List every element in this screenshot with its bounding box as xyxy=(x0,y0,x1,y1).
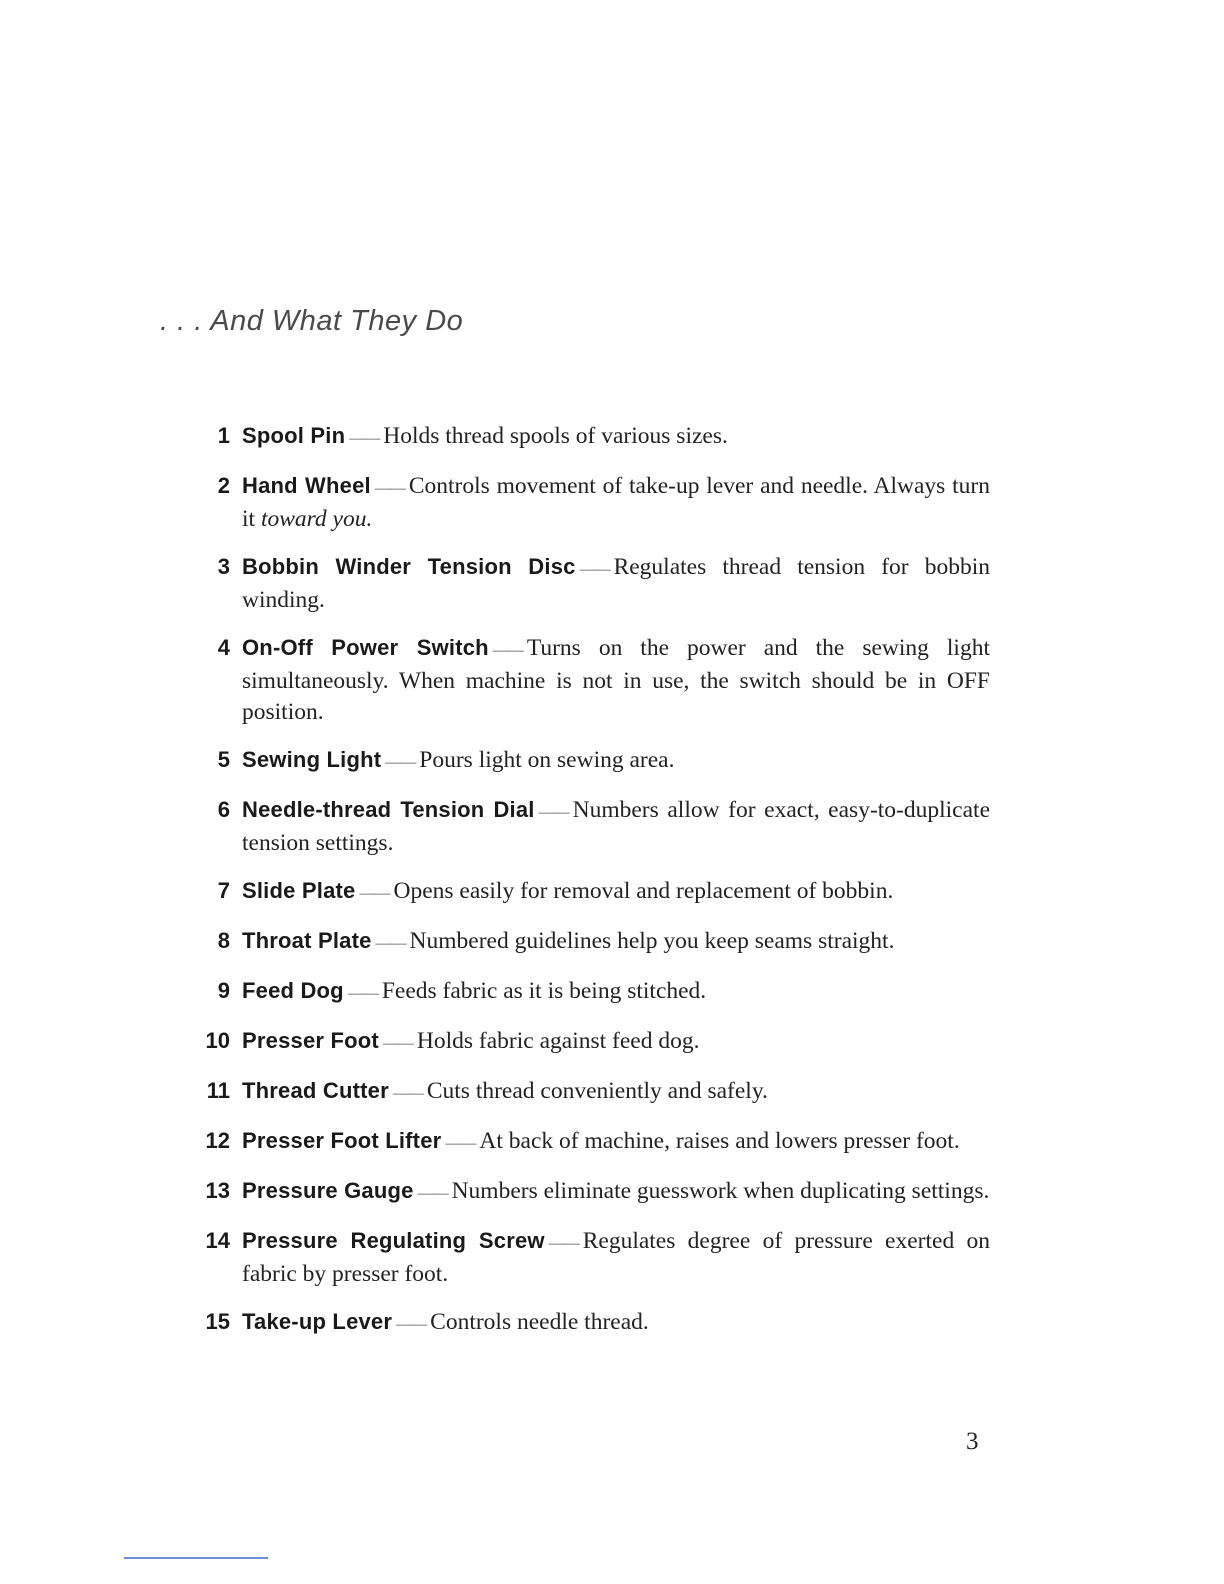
item-description: Turns on the power and the sewing light simultaneously. When machine is not in use, the switch should be in OFF position. xyxy=(242,635,990,725)
list-item xyxy=(200,551,990,616)
item-term: Needle-thread Tension Dial xyxy=(242,797,535,822)
item-separator: —— xyxy=(492,642,523,659)
item-term: Slide Plate xyxy=(242,878,356,903)
item-number: 10 xyxy=(205,1028,230,1053)
list-item xyxy=(200,1225,990,1290)
page-number: 3 xyxy=(966,1428,979,1455)
item-number: 2 xyxy=(217,473,230,498)
item-description: Holds fabric against feed dog. xyxy=(416,1028,700,1054)
item-number: 3 xyxy=(217,554,230,579)
item-description: Numbers allow for exact, easy-to-duplicate tension settings. xyxy=(242,797,991,856)
item-separator: —— xyxy=(579,561,610,578)
item-term: Presser Foot xyxy=(242,1028,379,1053)
list-item xyxy=(200,1025,990,1059)
item-description: Pours light on sewing area. xyxy=(419,747,675,773)
item-term: On-Off Power Switch xyxy=(242,635,489,660)
item-term: Throat Plate xyxy=(242,928,372,953)
item-description: Feeds fabric as it is being stitched. xyxy=(381,978,707,1004)
item-separator: —— xyxy=(385,754,416,771)
item-separator: —— xyxy=(417,1185,448,1202)
item-description: Opens easily for removal and replacement of bobbin. xyxy=(393,878,894,904)
item-separator: —— xyxy=(359,885,390,902)
list-item xyxy=(200,744,990,778)
item-number: 12 xyxy=(205,1128,230,1153)
item-term: Presser Foot Lifter xyxy=(242,1128,442,1153)
item-number: 8 xyxy=(217,928,230,953)
item-description: Cuts thread conveniently and safely. xyxy=(426,1078,768,1104)
list-item xyxy=(200,925,990,959)
item-separator: —— xyxy=(396,1316,427,1333)
item-number: 14 xyxy=(205,1228,230,1253)
list-item xyxy=(200,794,990,859)
item-description: Controls needle thread. xyxy=(430,1309,649,1335)
item-term: Hand Wheel xyxy=(242,473,371,498)
item-separator: —— xyxy=(374,480,405,497)
item-description: Regulates thread tension for bobbin winding. xyxy=(242,554,990,613)
item-term: Pressure Gauge xyxy=(242,1178,414,1203)
item-description: At back of machine, raises and lowers presser foot. xyxy=(479,1128,960,1154)
item-separator: —— xyxy=(445,1135,476,1152)
list-item xyxy=(200,1175,990,1209)
section-heading: . . . And What They Do xyxy=(160,305,464,337)
item-term: Take-up Lever xyxy=(242,1309,393,1334)
item-emphasis: toward you. xyxy=(260,506,373,532)
item-separator: —— xyxy=(392,1085,423,1102)
list-item xyxy=(200,420,990,454)
item-number: 5 xyxy=(217,747,230,772)
list-item xyxy=(200,875,990,909)
item-description: Controls movement of take-up lever and needle. Always turn it xyxy=(242,473,990,532)
item-number: 6 xyxy=(217,797,230,822)
item-number: 15 xyxy=(205,1309,230,1334)
parts-list xyxy=(200,420,990,1356)
scan-artifact-line xyxy=(124,1557,268,1559)
item-number: 13 xyxy=(205,1178,230,1203)
item-term: Bobbin Winder Tension Disc xyxy=(242,554,576,579)
item-description: Numbered guidelines help you keep seams straight. xyxy=(409,928,895,954)
item-description: Numbers eliminate guesswork when duplicating settings. xyxy=(451,1178,990,1204)
item-separator: —— xyxy=(538,804,569,821)
item-term: Pressure Regulating Screw xyxy=(242,1228,545,1253)
item-number: 4 xyxy=(217,635,230,660)
item-description: Regulates degree of pressure exerted on fabric by presser foot. xyxy=(242,1228,990,1287)
item-separator: —— xyxy=(382,1035,413,1052)
item-separator: —— xyxy=(349,430,380,447)
list-item xyxy=(200,470,990,535)
list-item xyxy=(200,1125,990,1159)
item-term: Spool Pin xyxy=(242,423,346,448)
list-item xyxy=(200,632,990,728)
item-number: 7 xyxy=(217,878,230,903)
item-number: 1 xyxy=(217,423,230,448)
item-separator: —— xyxy=(548,1235,579,1252)
item-term: Feed Dog xyxy=(242,978,344,1003)
list-item xyxy=(200,1306,990,1340)
item-number: 9 xyxy=(217,978,230,1003)
item-separator: —— xyxy=(347,985,378,1002)
item-number: 11 xyxy=(206,1078,230,1103)
item-description: Holds thread spools of various sizes. xyxy=(383,423,728,449)
item-term: Thread Cutter xyxy=(242,1078,389,1103)
item-separator: —— xyxy=(375,935,406,952)
item-term: Sewing Light xyxy=(242,747,382,772)
list-item xyxy=(200,975,990,1009)
list-item xyxy=(200,1075,990,1109)
